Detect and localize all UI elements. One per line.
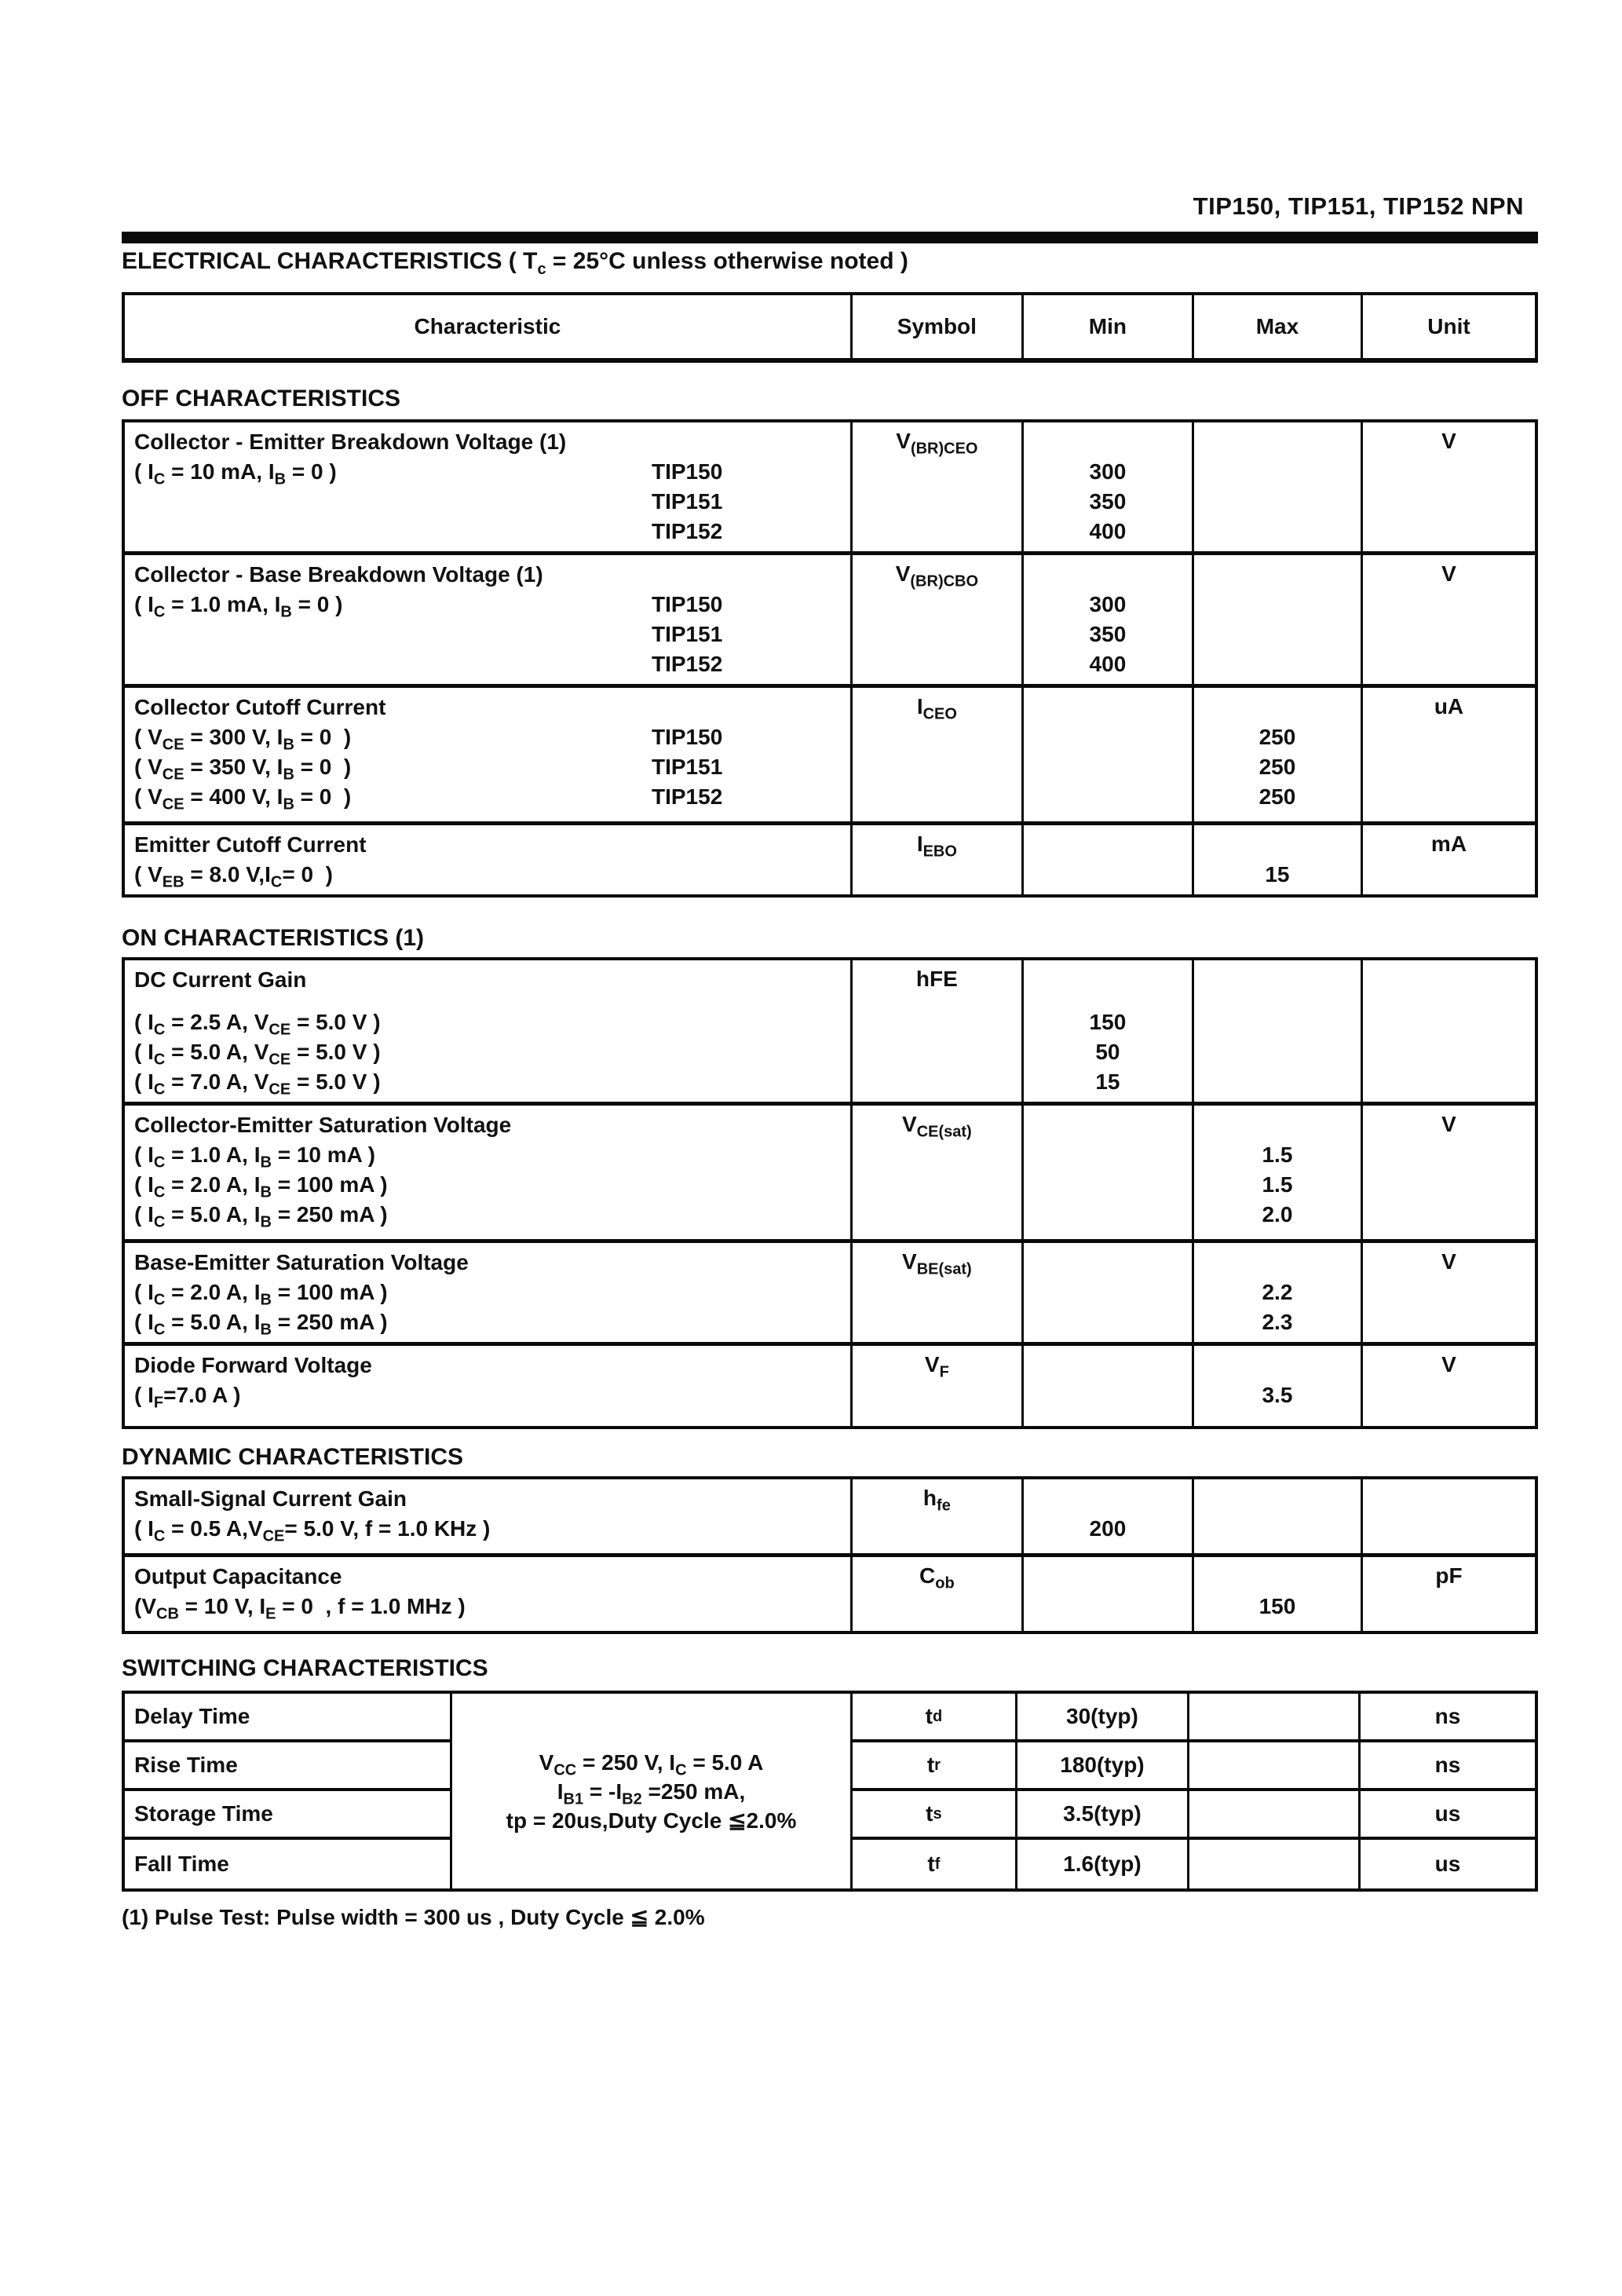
row-unit: V	[1441, 1112, 1456, 1136]
table-row	[125, 1106, 1535, 1243]
max-value: 2.2	[1262, 1280, 1293, 1304]
column-header-table	[122, 292, 1538, 363]
device-label: TIP151	[652, 622, 723, 646]
row-symbol: t d	[853, 1694, 1017, 1742]
title-rule	[122, 232, 1538, 243]
table-row	[125, 1557, 1535, 1631]
row-characteristic: Collector Cutoff Current	[134, 695, 386, 719]
row-characteristic: Collector - Base Breakdown Voltage (1)	[134, 562, 543, 587]
device-label: TIP150	[652, 592, 723, 616]
row-condition: ( $V_{CE} = 350$ V, $I_B = 0$ )	[134, 755, 352, 784]
row-symbol: $V_{CE(sat)}$	[853, 1106, 1024, 1239]
row-unit: ns	[1361, 1742, 1535, 1791]
on-characteristics-table	[122, 957, 1538, 1429]
row-unit: V	[1441, 1352, 1456, 1377]
switching-condition-line: $I_{B1} = -I_{B2} =250$ mA,	[557, 1779, 746, 1808]
device-label: TIP151	[652, 755, 723, 779]
row-condition: ($V_{CB} = 10$ V, $I_E = 0$ , f = 1.0 MHz )	[134, 1594, 466, 1623]
max-value: 2.0	[1262, 1202, 1293, 1227]
switching-condition-line: tp = 20us,Duty Cycle ≦2.0%	[506, 1808, 797, 1833]
row-condition: ( $V_{EB} = 8.0$ $V,I_C= 0$ )	[134, 862, 333, 891]
row-symbol: $h_{fe}$	[853, 1479, 1024, 1553]
min-cell-empty	[1024, 825, 1194, 894]
row-characteristic: Diode Forward Voltage	[134, 1353, 372, 1377]
row-condition: ( $I_C = 7.0$ A, $V_{CE} = 5.0$ V )	[134, 1069, 381, 1099]
row-characteristic: DC Current Gain	[134, 967, 307, 992]
min-value: 50	[1095, 1040, 1120, 1064]
max-value: 15	[1265, 862, 1290, 887]
min-cell-empty	[1024, 1346, 1194, 1426]
row-characteristic: Collector-Emitter Saturation Voltage	[134, 1113, 512, 1137]
row-condition: ( $I_C = 1.0$ A, $I_B = 10$ mA )	[134, 1143, 375, 1172]
table-row	[125, 825, 1535, 894]
row-symbol: $I_{EBO}$	[853, 825, 1024, 894]
max-value: 1.5	[1262, 1172, 1293, 1197]
switching-conditions	[452, 1694, 853, 1888]
min-cell-empty	[1024, 1557, 1194, 1631]
row-unit: V	[1441, 429, 1456, 453]
row-symbol: $I_{CEO}$	[853, 688, 1024, 821]
table-row	[125, 960, 1535, 1106]
row-symbol: t s	[853, 1791, 1017, 1840]
row-unit: V	[1441, 561, 1456, 586]
col-header-characteristic: Characteristic	[125, 295, 853, 358]
row-condition: ( $I_C = 5.0$ A, $I_B = 250$ mA )	[134, 1310, 388, 1339]
device-label: TIP150	[652, 725, 723, 749]
row-symbol: t r	[853, 1742, 1017, 1791]
min-value: 300	[1089, 459, 1127, 484]
row-characteristic: Base-Emitter Saturation Voltage	[134, 1250, 469, 1274]
row-condition: ( $V_{CE} = 300$ V, $I_B = 0$ )	[134, 725, 352, 754]
row-symbol: $C_{ob}$	[853, 1557, 1024, 1631]
max-cell-empty	[1194, 960, 1363, 1102]
row-condition: ( $I_C = 2.0$ A, $I_B = 100$ mA )	[134, 1172, 388, 1201]
max-cell-empty	[1189, 1742, 1361, 1791]
max-value: 250	[1259, 755, 1296, 779]
row-characteristic: Collector - Emitter Breakdown Voltage (1)	[134, 430, 567, 454]
row-condition: ( $I_C = 5.0$ A, $I_B = 250$ mA )	[134, 1202, 388, 1231]
row-symbol: $V_{(BR)CBO}$	[853, 555, 1024, 684]
switching-row-label: Delay Time	[125, 1694, 452, 1742]
max-cell-empty	[1189, 1840, 1361, 1888]
switching-condition-line: $V_{CC} = 250$ V, $I_C = 5.0$ A	[539, 1749, 764, 1779]
min-value: 300	[1089, 592, 1127, 616]
table-row	[125, 1243, 1535, 1346]
max-cell-empty	[1189, 1694, 1361, 1742]
off-characteristics-table	[122, 419, 1538, 898]
section-heading-switching: SWITCHING CHARACTERISTICS	[122, 1655, 488, 1681]
row-symbol: $V_F$	[853, 1346, 1024, 1426]
row-condition: ( $I_C = 2.5$ A, $V_{CE} = 5.0$ V )	[134, 1010, 381, 1039]
table-row	[125, 555, 1535, 688]
switching-row-label: Storage Time	[125, 1791, 452, 1840]
row-condition: ( $I_C = 2.0$ A, $I_B = 100$ mA )	[134, 1280, 388, 1309]
min-value: 15	[1095, 1069, 1120, 1094]
min-cell-empty	[1024, 1243, 1194, 1342]
max-value: 1.5	[1262, 1143, 1293, 1167]
min-value: 30(typ)	[1017, 1694, 1189, 1742]
min-cell-empty	[1024, 1106, 1194, 1239]
max-cell-empty	[1194, 422, 1363, 551]
col-header-min: Min	[1024, 295, 1194, 358]
dynamic-characteristics-table	[122, 1476, 1538, 1634]
row-unit	[1363, 1479, 1535, 1553]
max-value: 3.5	[1262, 1383, 1293, 1407]
page-title: TIP150, TIP151, TIP152 NPN	[1193, 192, 1524, 220]
electrical-characteristics-heading: ELECTRICAL CHARACTERISTICS ( $T_c = 25^\circ C$ unless otherwise noted )	[122, 248, 908, 278]
min-value: 350	[1089, 622, 1127, 646]
device-label: TIP152	[652, 784, 723, 809]
switching-row-label: Fall Time	[125, 1840, 452, 1888]
row-unit: pF	[1435, 1563, 1463, 1588]
row-condition: ( $I_F=7.0$ A )	[134, 1383, 241, 1412]
row-condition: ( $V_{CE} = 400$ V, $I_B = 0$ )	[134, 784, 352, 813]
row-unit	[1363, 960, 1535, 1102]
pulse-test-footnote: (1) Pulse Test: Pulse width = 300 us , Duty Cycle ≦ 2.0%	[122, 1905, 705, 1929]
section-heading-dynamic: DYNAMIC CHARACTERISTICS	[122, 1444, 463, 1470]
row-symbol: $V_{(BR)CEO}$	[853, 422, 1024, 551]
section-heading-off: OFF CHARACTERISTICS	[122, 386, 400, 411]
col-header-max: Max	[1194, 295, 1363, 358]
section-heading-on: ON CHARACTERISTICS (1)	[122, 925, 425, 951]
row-characteristic: Output Capacitance	[134, 1564, 342, 1589]
device-label: TIP151	[652, 489, 723, 514]
table-row	[125, 1346, 1535, 1426]
table-row	[125, 422, 1535, 555]
switching-row-label: Rise Time	[125, 1742, 452, 1791]
row-unit: us	[1361, 1791, 1535, 1840]
device-label: TIP150	[652, 459, 723, 484]
min-cell-empty	[1024, 688, 1194, 821]
row-unit: ns	[1361, 1694, 1535, 1742]
row-condition: ( $I_C = 1.0$ mA, $I_B = 0$ )	[134, 592, 343, 621]
row-symbol: hFE	[853, 960, 1024, 1102]
col-header-unit: Unit	[1427, 314, 1470, 338]
table-row	[125, 688, 1535, 825]
min-value: 350	[1089, 489, 1127, 514]
row-condition: ( $I_C = 5.0$ A, $V_{CE} = 5.0$ V )	[134, 1040, 381, 1069]
min-value: 150	[1089, 1010, 1127, 1034]
max-cell-empty	[1194, 555, 1363, 684]
switching-characteristics-table	[122, 1691, 1538, 1892]
max-cell-empty	[1194, 1479, 1363, 1553]
table-row	[125, 1479, 1535, 1557]
max-value: 250	[1259, 784, 1296, 809]
row-characteristic: Emitter Cutoff Current	[134, 832, 367, 857]
row-unit: mA	[1430, 832, 1467, 856]
min-value: 400	[1089, 652, 1127, 676]
max-value: 150	[1259, 1594, 1296, 1618]
max-cell-empty	[1189, 1791, 1361, 1840]
device-label: TIP152	[652, 652, 723, 676]
row-unit: V	[1441, 1249, 1456, 1274]
datasheet-page	[122, 0, 1538, 1931]
min-value: 3.5(typ)	[1017, 1791, 1189, 1840]
row-condition: ( $I_C = 10$ mA, $I_B = 0$ )	[134, 459, 337, 488]
max-value: 250	[1259, 725, 1296, 749]
col-header-symbol: Symbol	[853, 295, 1024, 358]
row-symbol: $V_{BE(sat)}$	[853, 1243, 1024, 1342]
row-symbol: t f	[853, 1840, 1017, 1888]
min-value: 400	[1089, 519, 1127, 543]
min-value: 180(typ)	[1017, 1742, 1189, 1791]
row-characteristic: Small-Signal Current Gain	[134, 1486, 407, 1511]
min-value: 200	[1089, 1516, 1127, 1541]
row-unit: uA	[1434, 694, 1464, 718]
max-value: 2.3	[1262, 1310, 1293, 1334]
row-condition: ( $I_C = 0.5$ $A,V_{CE}= 5.0$ V, f = 1.0 KHz )	[134, 1516, 491, 1545]
row-unit: us	[1434, 1852, 1461, 1876]
min-value: 1.6(typ)	[1017, 1840, 1189, 1888]
device-label: TIP152	[652, 519, 723, 543]
